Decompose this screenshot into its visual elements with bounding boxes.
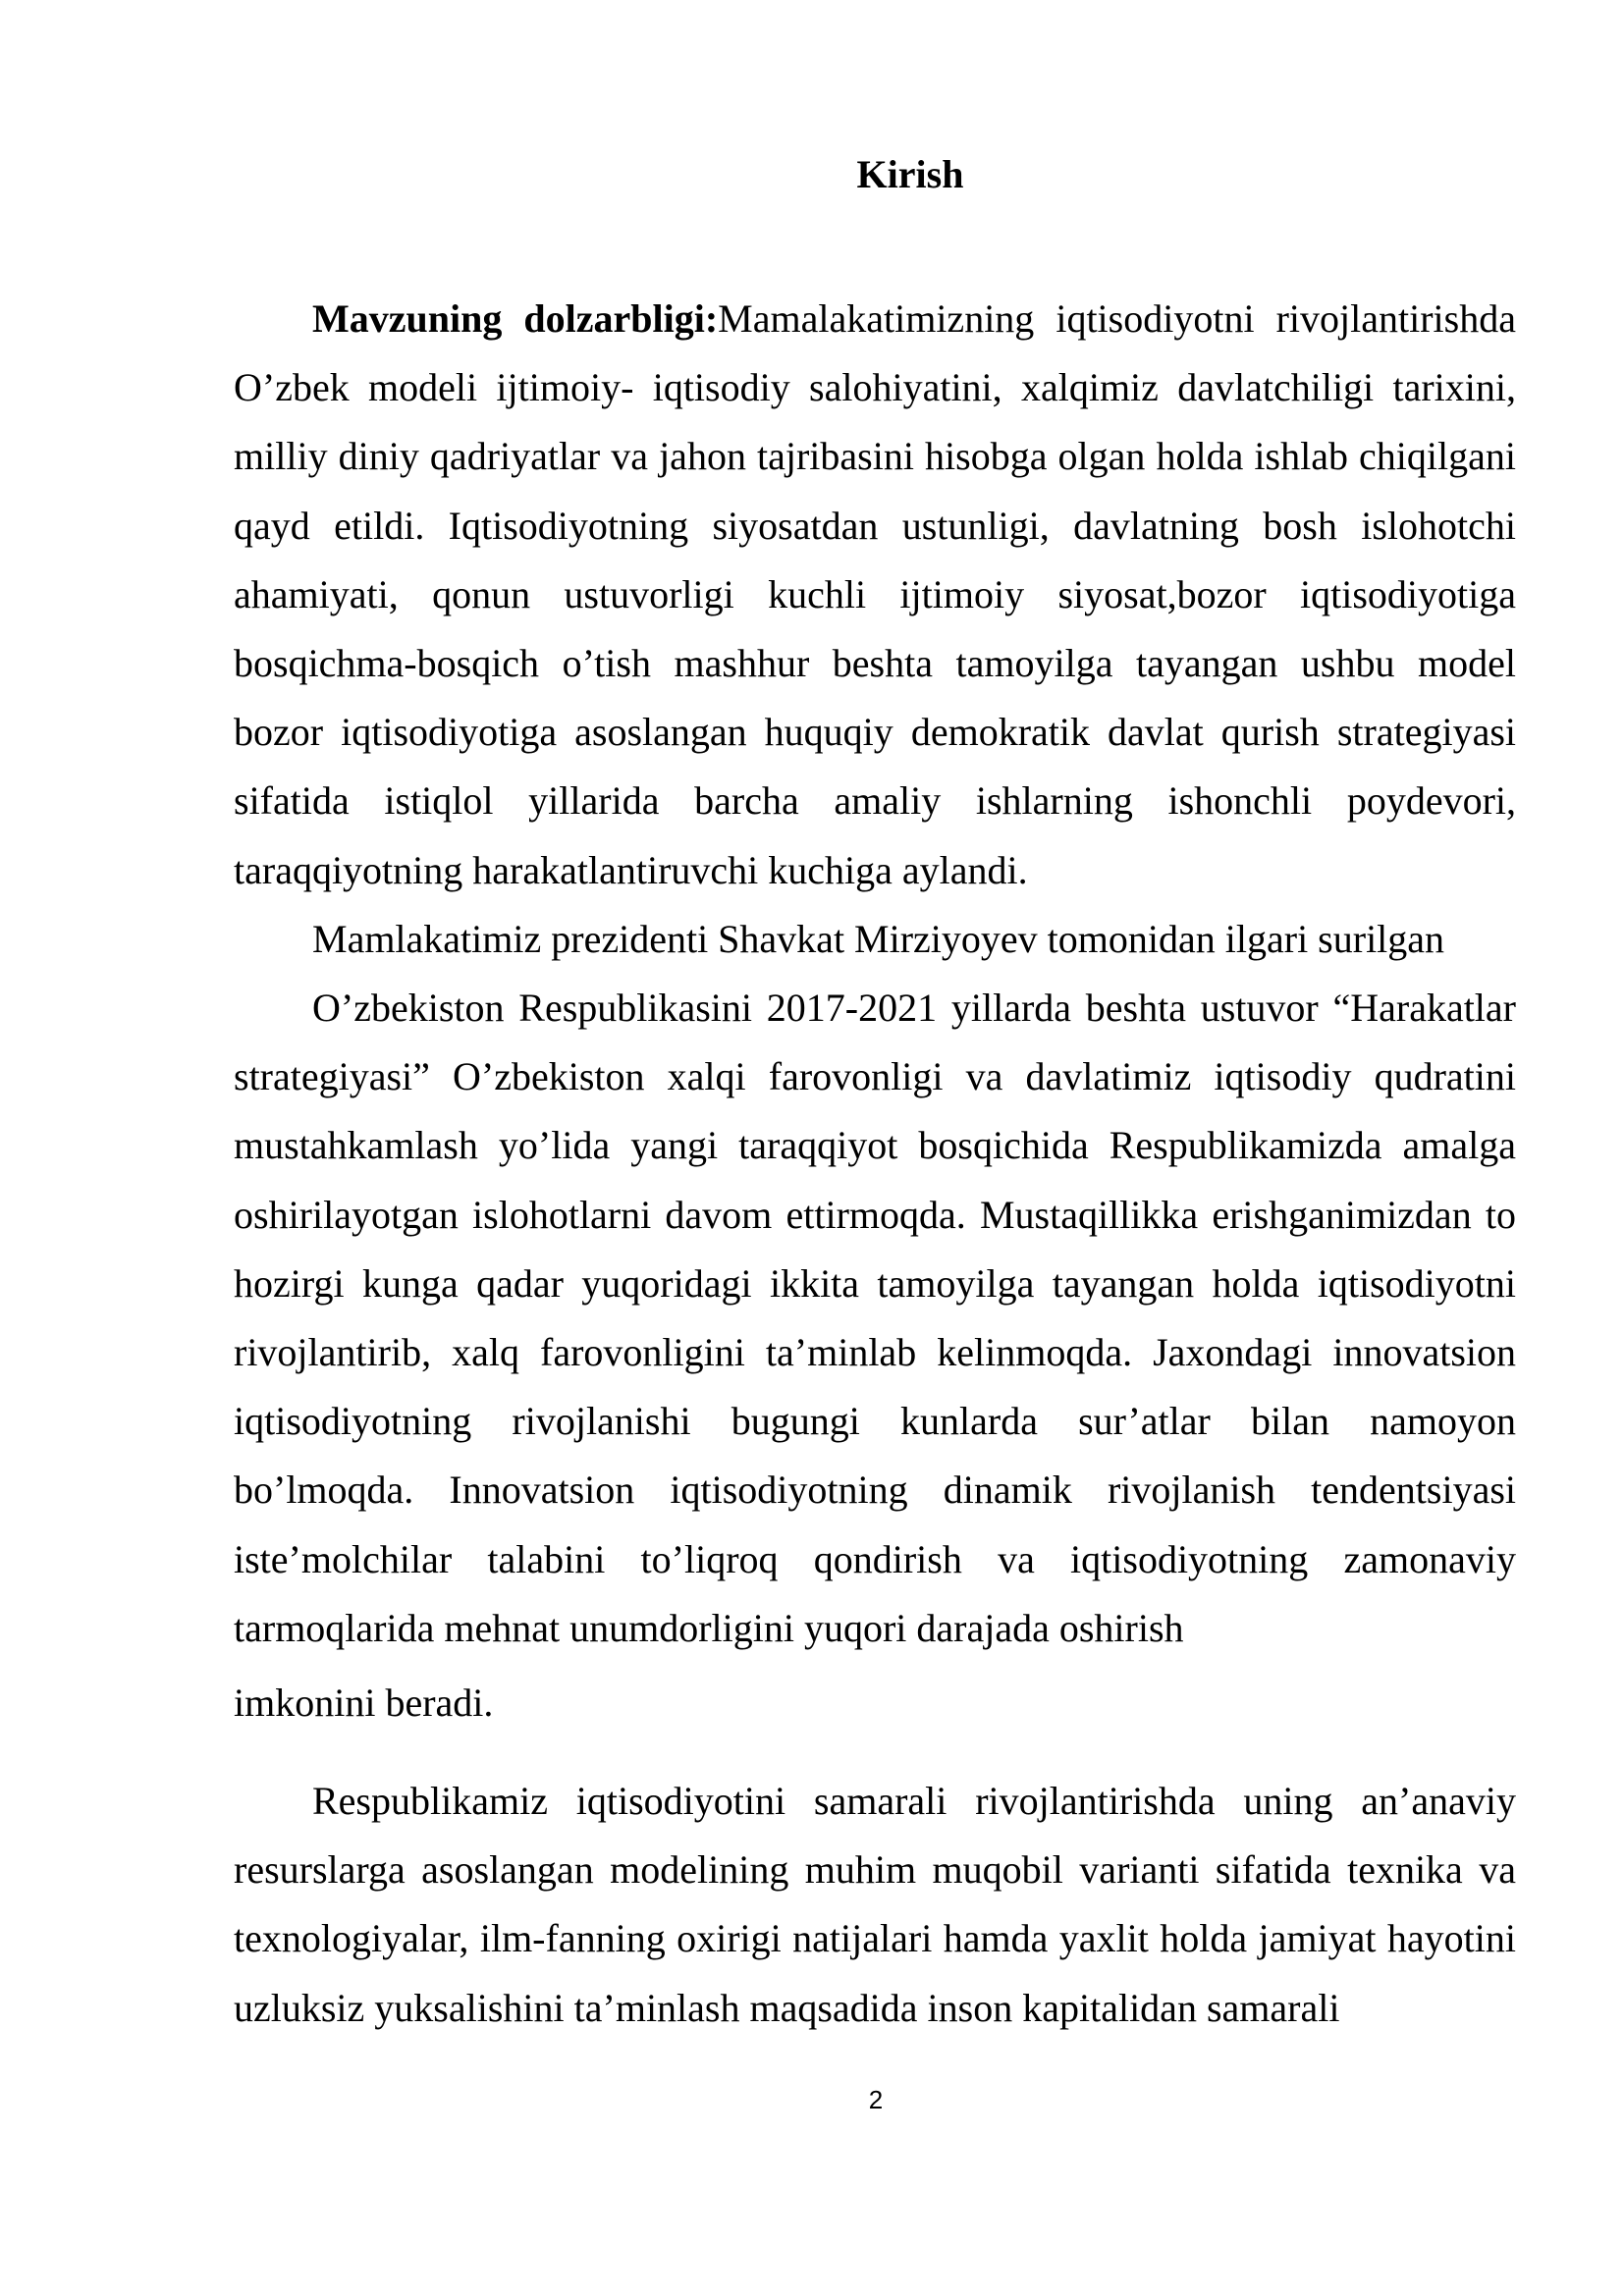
section-title: Kirish bbox=[856, 152, 964, 196]
paragraph-strategy-last-line: imkonini beradi. bbox=[234, 1681, 494, 1725]
paragraph-president-text: Mamlakatimiz prezidenti Shavkat Mirziyoyev tomonidan ilgari surilgan bbox=[312, 917, 1445, 961]
relevance-lead: Mavzuning dolzarbligi: bbox=[312, 296, 719, 341]
paragraph-resources-text: Respublikamiz iqtisodiyotini samarali rivojlantirishda uning an’anaviy resurslarga asoslangan modelining muhim muqobil varianti sifatida texnika va texnologiyalar, ilm-fanning oxirigi natijalari hamda yaxlit holda jamiyat hayotini uzluksiz yuksalishini ta’minlash maqsadida inson kapitalidan samarali bbox=[234, 1779, 1516, 2030]
paragraph-relevance-text bbox=[234, 285, 1516, 905]
paragraph-strategy-text: O’zbekiston Respublikasini 2017-2021 yillarda beshta ustuvor “Harakatlar strategiyasi” O’zbekiston xalqi farovonligi va davlatimiz iqtisodiy qudratini mustahkamlash yo’lida yangi taraqqiyot bosqichida Respublikamizda amalga oshirilayotgan islohotlarni davom ettirmoqda. Mustaqillikka erishganimizdan to hozirgi kunga qadar yuqoridagi ikkita tamoyilga tayangan holda iqtisodiyotni rivojlantirib, xalq farovonligini ta’minlab kelinmoqda. Jaxondagi innovatsion iqtisodiyotning rivojlanishi bugungi kunlarda sur’atlar bilan namoyon bo’lmoqda. Innovatsion iqtisodiyotning dinamik rivojlanish tendentsiyasi iste’molchilar talabini to’liqroq qondirish va iqtisodiyotning zamonaviy tarmoqlarida mehnat unumdorligini yuqori darajada oshirish bbox=[234, 986, 1516, 1650]
paragraph-strategy bbox=[234, 974, 1516, 1663]
page-number: 2 bbox=[868, 2085, 884, 2114]
paragraph-relevance bbox=[234, 285, 1516, 905]
relevance-body: Mamalakatimizning iqtisodiyotni rivojlantirishda O’zbek modeli ijtimoiy- iqtisodiy salohiyatini, xalqimiz davlatchiligi tarixini, milliy diniy qadriyatlar va jahon tajribasini hisobga olgan holda ishlab chiqilgani qayd etildi. Iqtisodiyotning siyosatdan ustunligi, davlatning bosh islohotchi ahamiyati, qonun ustuvorligi kuchli ijtimoiy siyosat,bozor iqtisodiyotiga bosqichma-bosqich o’tish mashhur beshta tamoyilga tayangan ushbu model bozor iqtisodiyotiga asoslangan huquqiy demokratik davlat qurish strategiyasi sifatida istiqlol yillarida barcha amaliy ishlarning ishonchli poydevori, taraqqiyotning harakatlantiruvchi kuchiga aylandi. bbox=[234, 296, 1516, 892]
paragraph-resources bbox=[234, 1767, 1516, 2043]
paragraph-president bbox=[234, 905, 1516, 974]
